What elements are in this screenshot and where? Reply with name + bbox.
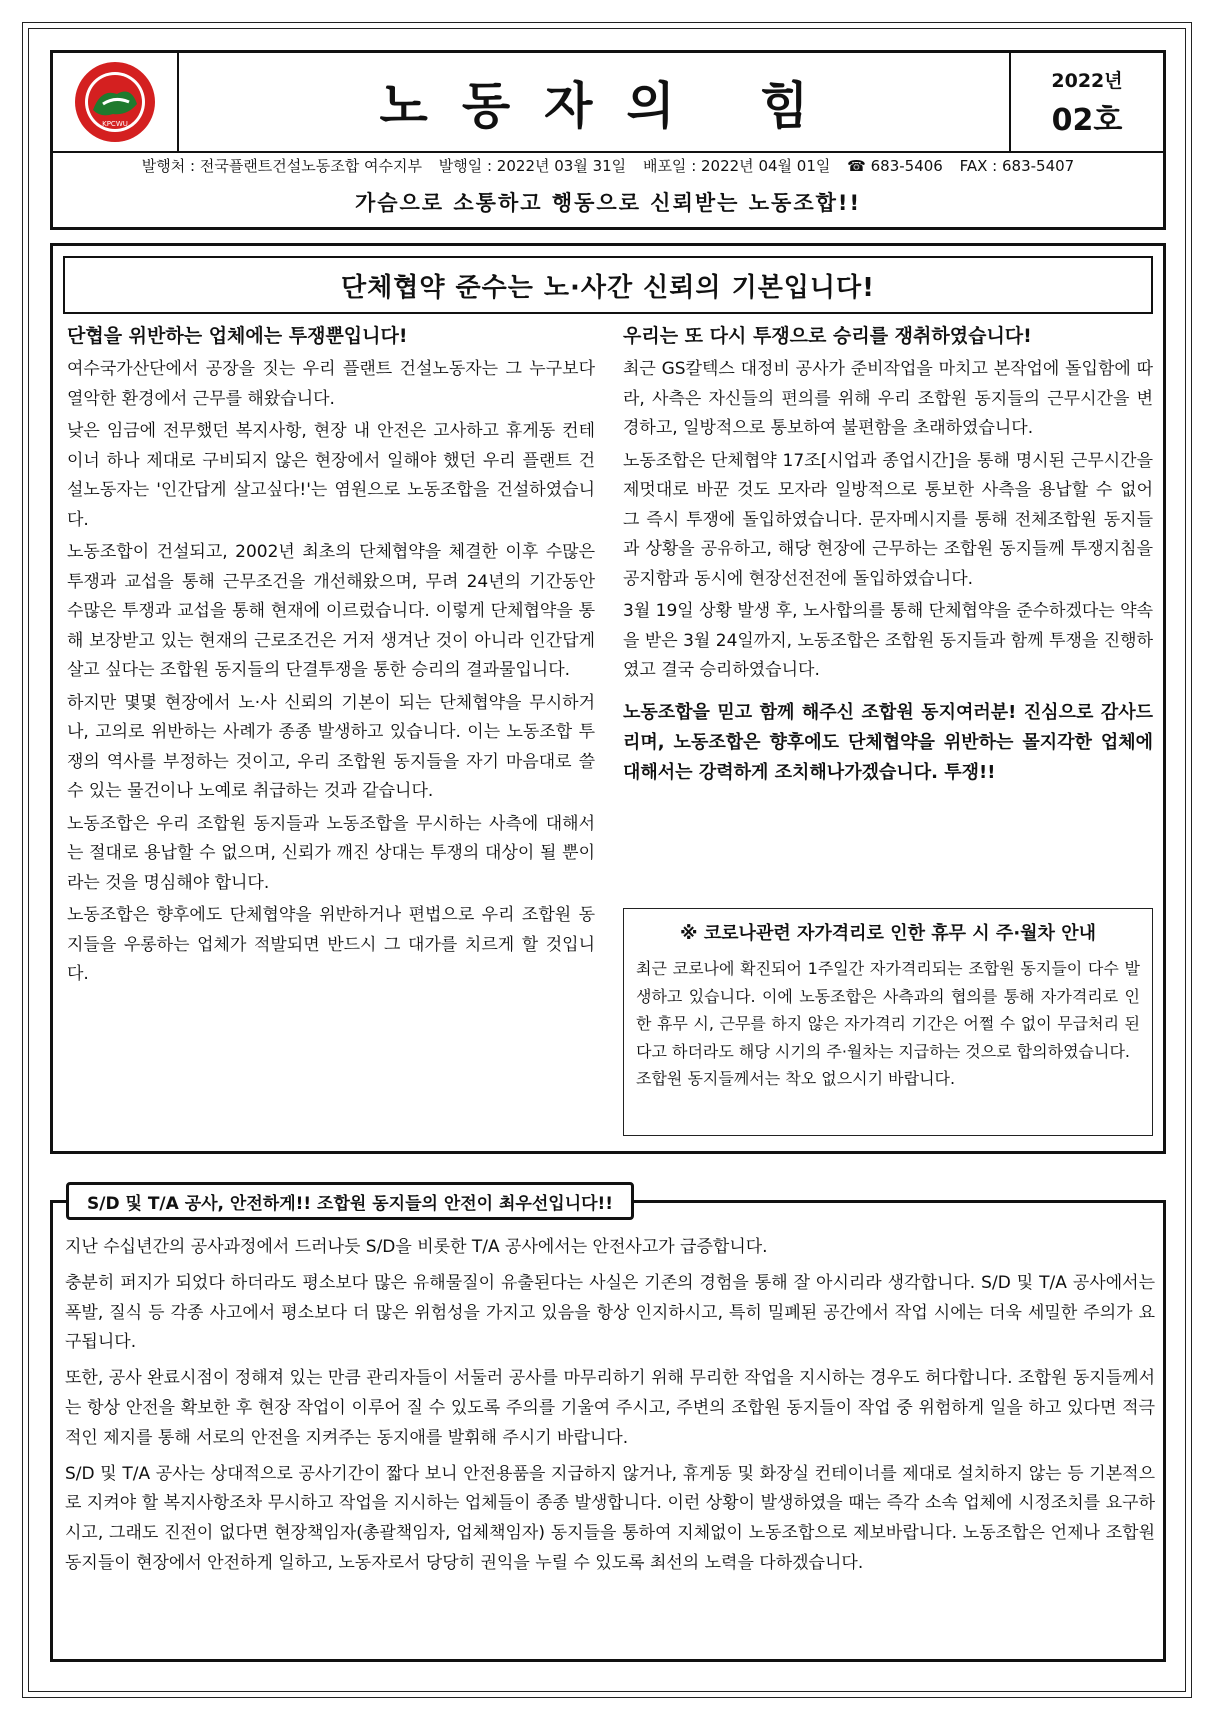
right-column xyxy=(623,322,1153,791)
phone-number: ☎ 683-5406 xyxy=(847,157,943,175)
paragraph: 충분히 퍼지가 되었다 하더라도 평소보다 많은 유해물질이 유출된다는 사실은 기존의 경험을 통해 잘 아시리라 생각합니다. S/D 및 T/A 공사에서는 폭발, 질식 등 각종 사고에서 평소보다 더 많은 위험성을 가지고 있음을 항상 인지하시고, 특히 밀폐된 공간에서 작업 시에는 더욱 세밀한 주의가 요구됩니다. xyxy=(65,1272,1155,1353)
issue-number: 02호 xyxy=(1051,102,1123,138)
issue-box xyxy=(1011,53,1163,151)
safety-article-headline: S/D 및 T/A 공사, 안전하게!! 조합원 동지들의 안전이 최우선입니다!! xyxy=(66,1182,634,1220)
issue-year: 2022년 xyxy=(1051,69,1123,92)
union-logo xyxy=(53,53,179,151)
safety-article xyxy=(50,1200,1166,1662)
masthead xyxy=(50,50,1166,230)
publication-info xyxy=(53,155,1163,177)
paragraph: 최근 GS칼텍스 대정비 공사가 준비작업을 마치고 본작업에 돌입함에 따라, 사측은 자신들의 편의를 위해 우리 조합원 동지들의 근무시간을 변경하고, 일방적으로 통보하여 불편함을 초래하였습니다. xyxy=(623,359,1153,438)
paragraph: 노동조합은 우리 조합원 동지들과 노동조합을 무시하는 사측에 대해서는 절대로 용납할 수 없으며, 신뢰가 깨진 상대는 투쟁의 대상이 될 뿐이라는 것을 명심해야 합니다. xyxy=(67,813,595,893)
publisher: 발행처 : 전국플랜트건설노동조합 여수지부 xyxy=(141,157,422,175)
covid-notice-box xyxy=(623,908,1153,1136)
paragraph: 지난 수십년간의 공사과정에서 드러나듯 S/D을 비롯한 T/A 공사에서는 안전사고가 급증합니다. xyxy=(65,1237,768,1257)
newsletter-title-text: 노동자의 힘 xyxy=(379,76,843,135)
left-subhead: 단협을 위반하는 업체에는 투쟁뿐입니다! xyxy=(67,325,408,347)
closing-statement: 노동조합을 믿고 함께 해주신 조합원 동지여러분! 진심으로 감사드리며, 노동조합은 향후에도 단체협약을 위반하는 몰지각한 업체에 대해서는 강력하게 조치해나가겠습니다. 투쟁!! xyxy=(623,701,1153,783)
paragraph: 또한, 공사 완료시점이 정해져 있는 만큼 관리자들이 서둘러 공사를 마무리하기 위해 무리한 작업을 지시하는 경우도 허다합니다. 조합원 동지들께서는 항상 안전을 확보한 후 현장 작업이 이루어 질 수 있도록 주의를 기울여 주시고, 주변의 조합원 동지들이 작업 중 위험하게 일을 하고 있다면 적극적인 제지를 통해 서로의 안전을 지켜주는 동지애를 발휘해 주시기 바랍니다. xyxy=(65,1368,1155,1448)
left-column xyxy=(67,322,595,993)
newsletter-title xyxy=(179,53,1011,151)
svg-text:KPCWU: KPCWU xyxy=(102,120,128,128)
covid-notice-text: 최근 코로나에 확진되어 1주일간 자가격리되는 조합원 동지들이 다수 발생하고 있습니다. 이에 노동조합은 사측과의 협의를 통해 자가격리로 인한 휴무 시, 근무를 하지 않은 자가격리 기간은 어쩔 수 없이 무급처리 된다고 하더라도 해당 시기의 주·월차는 지급하는 것으로 합의하였습니다. xyxy=(636,959,1140,1061)
paragraph: 노동조합은 향후에도 단체협약을 위반하거나 편법으로 우리 조합원 동지들을 우롱하는 업체가 적발되면 반드시 그 대가를 치르게 할 것입니다. xyxy=(67,905,595,984)
covid-notice-title: ※ 코로나관련 자가격리로 인한 휴무 시 주·월차 안내 xyxy=(680,923,1096,944)
paragraph: 여수국가산단에서 공장을 짓는 우리 플랜트 건설노동자는 그 누구보다 열악한 환경에서 근무를 해왔습니다. xyxy=(67,359,595,409)
paragraph: S/D 및 T/A 공사는 상대적으로 공사기간이 짧다 보니 안전용품을 지급하지 않거나, 휴게동 및 화장실 컨테이너를 제대로 설치하지 않는 등 기본적으로 지켜야 할 복지사항조차 무시하고 작업을 지시하는 업체들이 종종 발생합니다. 이런 상황이 발생하였을 때는 즉각 소속 업체에 시정조치를 요구하시고, 그래도 진전이 없다면 현장책임자(총괄책임자, 업체책임자) 동지들을 통하여 지체없이 노동조합으로 제보바랍니다. 노동조합은 언제나 조합원 동지들이 현장에서 안전하게 일하고, 노동자로서 당당히 권익을 누릴 수 있도록 최선의 노력을 다하겠습니다. xyxy=(65,1463,1155,1573)
paragraph: 낮은 임금에 전무했던 복지사항, 현장 내 안전은 고사하고 휴게동 컨테이너 하나 제대로 구비되지 않은 현장에서 일해야 했던 우리 플랜트 건설노동자는 '인간답게 살고싶다!'는 염원으로 노동조합을 건설하였습니다. xyxy=(67,421,595,530)
main-article-headline: 단체협약 준수는 노·사간 신뢰의 기본입니다! xyxy=(63,256,1153,314)
paragraph: 하지만 몇몇 현장에서 노·사 신뢰의 기본이 되는 단체협약을 무시하거나, 고의로 위반하는 사례가 종종 발생하고 있습니다. 이는 노동조합 투쟁의 역사를 부정하는 것이고, 우리 조합원 동지들을 자기 마음대로 쓸 수 있는 물건이나 노예로 취급하는 것과 같습니다. xyxy=(67,692,595,801)
covid-notice-note: 조합원 동지들께서는 착오 없으시기 바랍니다. xyxy=(636,1069,956,1088)
union-logo-icon xyxy=(73,60,157,144)
masthead-top-row xyxy=(53,53,1163,153)
paragraph: 노동조합이 건설되고, 2002년 최초의 단체협약을 체결한 이후 수많은 투쟁과 교섭을 통해 근무조건을 개선해왔으며, 무려 24년의 기간동안 수많은 투쟁과 교섭을 통해 현재에 이르렀습니다. 이렇게 단체협약을 통해 보장받고 있는 현재의 근로조건은 거저 생겨난 것이 아니라 인간답게 살고 싶다는 조합원 동지들의 단결투쟁을 통한 승리의 결과물입니다. xyxy=(67,542,595,680)
distribution-date: 배포일 : 2022년 04월 01일 xyxy=(642,157,831,175)
main-article xyxy=(50,243,1166,1154)
paragraph: 3월 19일 상황 발생 후, 노사합의를 통해 단체협약을 준수하겠다는 약속을 받은 3월 24일까지, 노동조합은 조합원 동지들과 함께 투쟁을 진행하였고 결국 승리하였습니다. xyxy=(623,601,1153,680)
slogan: 가슴으로 소통하고 행동으로 신뢰받는 노동조합!! xyxy=(354,191,862,215)
issue-date: 발행일 : 2022년 03월 31일 xyxy=(438,157,627,175)
right-subhead: 우리는 또 다시 투쟁으로 승리를 쟁취하였습니다! xyxy=(623,325,1032,347)
paragraph: 노동조합은 단체협약 17조[시업과 종업시간]을 통해 명시된 근무시간을 제멋대로 바꾼 것도 모자라 일방적으로 통보한 사측을 용납할 수 없어 그 즉시 투쟁에 돌입하였습니다. 문자메시지를 통해 전체조합원 동지들과 상황을 공유하고, 해당 현장에 근무하는 조합원 동지들께 투쟁지침을 공지함과 동시에 현장선전전에 돌입하였습니다. xyxy=(623,450,1153,589)
fax-number: FAX : 683-5407 xyxy=(959,157,1075,175)
safety-article-body xyxy=(65,1233,1155,1585)
